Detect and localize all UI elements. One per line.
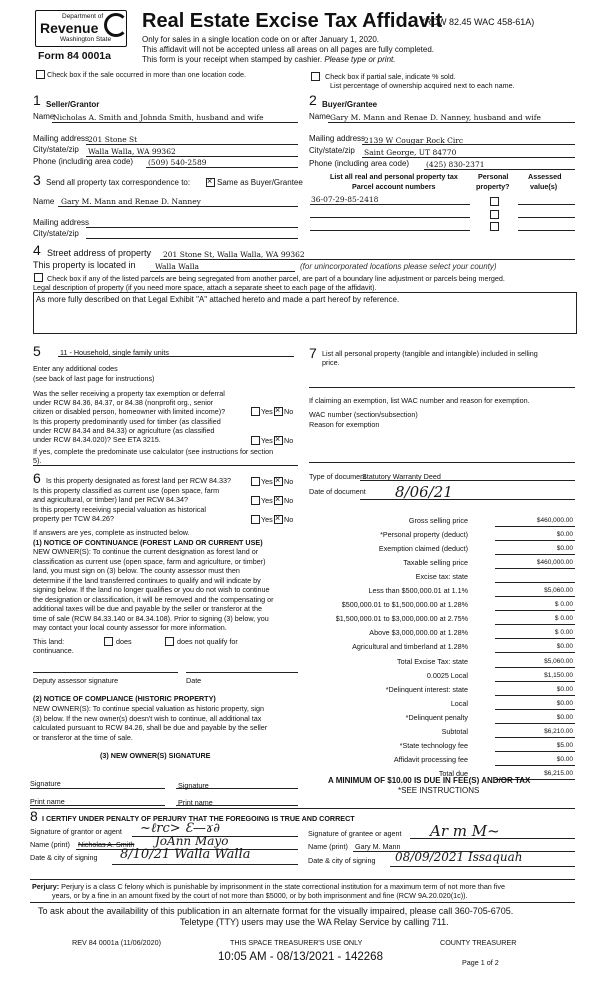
notice3-heading: (3) NEW OWNER(S) SIGNATURE [100, 751, 211, 760]
grantor-name[interactable]: Nicholas A. Smith [78, 840, 135, 849]
doc-date[interactable]: 8/06/21 [395, 483, 453, 501]
doc-type-line [360, 480, 575, 481]
sec5-q2b: under RCW 84.34 and 84.33) or agriculture (as classified [33, 426, 215, 435]
logo-dept: Department of [62, 13, 104, 20]
sec5-q2-yes-checkbox[interactable] [251, 436, 260, 445]
buyer-name-label: Name [309, 112, 331, 121]
reason-label: Reason for exemption [309, 420, 380, 429]
buyer-heading: Buyer/Grantee [322, 100, 378, 109]
tax-row-value[interactable]: $6,210.00 [544, 727, 573, 735]
sec6-q1-yes-checkbox[interactable] [251, 477, 260, 486]
tax-row-line [495, 638, 575, 639]
sec6-q1-yes-label: Yes [261, 477, 273, 486]
tax-row-line [495, 723, 575, 724]
tax-row-label: Excise tax: state [415, 572, 468, 582]
grantor-name-handwritten: JoAnn Mayo [155, 834, 229, 848]
sec7-text1: List all personal property (tangible and intangible) included in selling [322, 349, 538, 358]
doc-date-line [360, 499, 575, 500]
corr-addr-label: Mailing address [33, 218, 90, 227]
property-section-number: 4 [33, 242, 41, 258]
located-label: This property is located in [33, 260, 136, 270]
tax-row-value[interactable]: $5.00 [556, 741, 573, 749]
page-number: Page 1 of 2 [462, 958, 499, 967]
legal-description-label: Legal description of property (if you need more space, attach a separate sheet to each page of the affidavit). [33, 283, 377, 292]
corr-name[interactable]: Gary M. Mann and Renae D. Nanney [61, 197, 201, 206]
tax-row-value[interactable]: $0.00 [556, 699, 573, 707]
buyer-phone-line [424, 169, 575, 170]
grantee-sig-line [410, 838, 575, 839]
sec5-q2-no-checkbox[interactable] [274, 436, 283, 445]
tax-row-line [495, 526, 575, 527]
perjury-text1: Perjury is a class C felony which is punishable by imprisonment in the state correctional institution for a maximum term of not more than five [61, 882, 505, 891]
sec6-q3-yes-checkbox[interactable] [251, 515, 260, 524]
grantee-date-label: Date & city of signing [308, 856, 376, 865]
notice1-heading: (1) NOTICE OF CONTINUANCE (FOREST LAND OR CURRENT USE) [33, 538, 263, 547]
doc-type-label: Type of document [309, 472, 367, 481]
property-street-address[interactable]: 201 Stone St, Walla Walla, WA 99362 [163, 250, 305, 259]
perjury-text2: years, or by a fine in an amount fixed by the court of not more than $5000, or by both imprisonment and fine (RCW 9A.20.020(1c)). [52, 891, 468, 900]
parcel-line-3 [310, 230, 470, 231]
sec5-q3b: 5). [33, 456, 42, 465]
tax-row-line [495, 540, 575, 541]
seller-city[interactable]: Walla Walla, WA 99362 [88, 147, 176, 156]
sec5-q1-no-checkbox[interactable] [274, 407, 283, 416]
sec6-number: 6 [33, 470, 41, 486]
tax-row-label: 0.0025 Local [426, 670, 468, 680]
corr-city-line [86, 238, 298, 239]
buyer-phone-label: Phone (including area code) [309, 159, 410, 168]
tax-row-line [495, 695, 575, 696]
street-address-line [160, 259, 575, 260]
assessed-line-2 [518, 217, 575, 218]
doc-date-label: Date of document [309, 487, 366, 496]
alternate-format-note: To ask about the availability of this publication in an alternate format for the visually impaired, please call 360-705-6705. [38, 906, 514, 916]
sec7-number: 7 [309, 345, 317, 361]
sec6-q2a: Is this property classified as current use (open space, farm [33, 486, 220, 495]
sec5-q2-yes-label: Yes [261, 436, 273, 445]
buyer-city-line [362, 157, 575, 158]
deputy-date-line [186, 672, 298, 673]
n1-line: determine if the land transferred continues to qualify and will indicate by [33, 575, 261, 585]
sec7-text2: price. [322, 358, 340, 367]
buyer-city[interactable]: Saint George, UT 84770 [364, 148, 457, 157]
same-as-buyer-label: Same as Buyer/Grantee [217, 178, 303, 187]
tax-row-label: $1,500,000.01 to $3,000,000.00 at 2.75% [335, 614, 468, 624]
grantor-date-line [112, 864, 298, 865]
tax-row-value[interactable]: $0.00 [556, 545, 573, 553]
land-use-line [58, 356, 294, 357]
tax-row-label: Subtotal [441, 726, 468, 736]
sec6-q2-no-checkbox[interactable] [274, 496, 283, 505]
tax-row-line [495, 652, 575, 653]
tax-row-label: Gross selling price [408, 516, 468, 525]
sec7-line [309, 387, 575, 388]
sec8-top-rule [30, 808, 575, 809]
buyer-name[interactable]: Gary M. Mann and Renae D. Nanney, husband and wife [330, 113, 541, 122]
grantee-name-label: Name (print) [308, 842, 348, 851]
land-use-code[interactable]: 11 - Household, single family units [60, 348, 169, 357]
seller-name-label: Name [33, 112, 55, 121]
sec5-q1-no-label: No [284, 407, 294, 416]
tax-row-label: Total Excise Tax: state [397, 656, 468, 666]
sec5-q1-yes-label: Yes [261, 407, 273, 416]
tax-row-label: Local [450, 698, 468, 708]
tax-row-line [495, 751, 575, 752]
tax-row-value[interactable]: $1,150.00 [544, 671, 573, 679]
tax-row-line [495, 667, 575, 668]
grantor-date-label: Date & city of signing [30, 853, 98, 862]
n2-line: NEW OWNER(S): To continue special valuation as historic property, sign [33, 704, 265, 713]
tax-row-line [495, 765, 575, 766]
county-line [150, 271, 295, 272]
n1-line: signing below. If the land no longer qualifies or you do not wish to continue [33, 585, 270, 594]
sec5-q1a: Was the seller receiving a property tax exemption or deferral [33, 389, 225, 398]
grantor-signature[interactable]: ~ℓrc> Ɛ—ɤ∂ [140, 821, 220, 836]
grantor-date-city[interactable]: 8/10/21 Walla Walla [120, 847, 251, 862]
tax-row-label: *State technology fee [399, 740, 468, 750]
seller-phone-line [146, 167, 298, 168]
seller-heading: Seller/Grantor [46, 100, 100, 109]
segregated-checkbox[interactable] [34, 273, 43, 282]
parcels-header2: Parcel account numbers [352, 182, 436, 191]
assessed-header: Assessed [528, 172, 562, 181]
assessed-line-1 [518, 204, 575, 205]
tax-row-line [495, 568, 575, 569]
notice2-heading: (2) NOTICE OF COMPLIANCE (HISTORIC PROPERTY) [33, 694, 216, 703]
minimum-fee-notice: A MINIMUM OF $10.00 IS DUE IN FEE(S) AND/OR TAX [328, 776, 531, 785]
legal-description-box[interactable] [33, 292, 577, 334]
logo-emblem-icon [104, 13, 128, 37]
header-line1: Only for sales in a single location code on or after January 1, 2020. [142, 35, 380, 44]
sec6-q2-yes-checkbox[interactable] [251, 496, 260, 505]
buyer-addr-label: Mailing address [309, 134, 366, 143]
grantor-name-label: Name (print) [30, 840, 70, 849]
corr-name-line [58, 206, 298, 207]
seller-address[interactable]: 201 Stone St [88, 135, 138, 144]
tax-row-label: Affidavit processing fee [393, 754, 468, 764]
sec5-q2a: Is this property predominantly used for timber (as classified [33, 417, 221, 426]
county-treasurer-label: COUNTY TREASURER [440, 938, 517, 947]
additional-codes-label: Enter any additional codes [33, 364, 118, 373]
tax-row-value[interactable]: $ 0.00 [554, 629, 573, 637]
personal-checkbox-3[interactable] [490, 222, 499, 231]
tax-row-label: Above $3,000,000.00 at 1.28% [369, 628, 468, 638]
does-not-label: does not qualify for [177, 637, 238, 646]
tax-row-value[interactable]: $ 0.00 [554, 601, 573, 609]
tax-row-label: Total due [438, 768, 468, 778]
owner-print-label-2: Print name [178, 798, 213, 807]
form-title: Real Estate Excise Tax Affidavit [142, 10, 443, 32]
sec5-q1b: under RCW 84.36, 84.37, or 84.38 (nonprofit org., senior [33, 398, 214, 407]
logo-state: Washington State [60, 36, 112, 43]
sec6-q3a: Is this property receiving special valuation as historical [33, 505, 206, 514]
tax-row-label: $500,000.01 to $1,500,000.00 at 1.28% [341, 600, 468, 610]
buyer-address[interactable]: 2139 W Cougar Rock Circ [364, 136, 464, 145]
buyer-section-number: 2 [309, 92, 317, 108]
tax-row-line [495, 737, 575, 738]
tax-row-value[interactable]: $460,000.00 [536, 559, 573, 567]
sec5-q3a: If yes, complete the predominate use calculator (see instructions for section [33, 447, 274, 456]
sec8-number: 8 [30, 808, 38, 824]
buyer-phone[interactable]: (425) 830-2371 [426, 160, 485, 169]
n1-line: may contact your local county assessor for more information. [33, 623, 227, 632]
header-line3: This form is your receipt when stamped by cashier. [142, 55, 323, 64]
seller-phone-label: Phone (including area code) [33, 157, 134, 166]
grantee-date-city[interactable]: 08/09/2021 Issaquah [395, 850, 523, 864]
tax-row-label: Less than $500,000.01 at 1.1% [368, 586, 468, 596]
multi-location-label: Check box if the sale occurred in more than one location code. [47, 70, 246, 79]
sec6-q2-yes-label: Yes [261, 496, 273, 505]
sec5-q1-yes-checkbox[interactable] [251, 407, 260, 416]
tax-row-line [495, 596, 575, 597]
sec8-heading: I CERTIFY UNDER PENALTY OF PERJURY THAT THE FOREGOING IS TRUE AND CORRECT [42, 814, 355, 823]
tax-row-value[interactable]: $0.00 [556, 713, 573, 721]
corr-text: Send all property tax correspondence to: [46, 178, 191, 187]
corr-section-number: 3 [33, 172, 41, 188]
sec6-q1: Is this property designated as forest land per RCW 84.33? [46, 476, 231, 485]
sec6-q3-no-checkbox[interactable] [274, 515, 283, 524]
tax-row-label: *Personal property (deduct) [380, 530, 468, 540]
partial-sale-label: Check box if partial sale, indicate % sold. [325, 72, 456, 81]
personal-header: Personal [478, 172, 509, 181]
this-land-label: This land: [33, 637, 65, 646]
seller-name[interactable]: Nicholas A. Smith and Johnda Smith, husband and wife [53, 113, 264, 122]
grantor-sig-label: Signature of grantor or agent [30, 827, 122, 836]
corr-name-label: Name [33, 197, 55, 206]
owner-signature-label-2: Signature [178, 781, 209, 790]
buyer-name-line [328, 122, 575, 123]
seller-name-line [52, 122, 298, 123]
sec6-q3-no-label: No [284, 515, 294, 524]
buyer-addr-line [362, 144, 575, 145]
tax-row-label: *Delinquent penalty [405, 712, 468, 722]
segregated-label: Check box if any of the listed parcels are being segregated from another parcel, are part of a boundary line adjustment or parcels being merged. [47, 274, 505, 283]
sec5-number: 5 [33, 343, 41, 359]
personal-checkbox-2[interactable] [490, 210, 499, 219]
tty-note: Teletype (TTY) users may use the WA Relay Service by calling 711. [180, 917, 449, 927]
same-as-buyer-checkbox[interactable] [206, 178, 215, 187]
n1-line: time of sale (RCW 84.33.140 or 84.34.108). Prior to signing (3) below, you [33, 613, 269, 623]
assessed-header2: value(s) [530, 182, 558, 191]
parcel-line-2 [310, 217, 470, 218]
doc-type[interactable]: Statutory Warranty Deed [362, 472, 441, 481]
seller-phone[interactable]: (509) 540-2589 [148, 158, 207, 167]
partial-sale-sub: List percentage of ownership acquired next to each name. [330, 81, 515, 90]
header-line2: This affidavit will not be accepted unless all areas on all pages are fully completed. [142, 45, 435, 54]
n1-line: the designation or classification, it will be removed and the compensating or [33, 594, 274, 604]
grantee-sig-label: Signature of grantee or agent [308, 829, 402, 838]
tax-row-label: *Delinquent interest: state [385, 684, 468, 694]
tax-row-value[interactable]: $0.00 [556, 643, 573, 651]
deputy-sig-line [33, 672, 178, 673]
partial-sale-checkbox[interactable] [311, 72, 320, 81]
tax-row-value[interactable]: $6,215.00 [544, 769, 573, 777]
tax-row-line [495, 610, 575, 611]
n1-line: land, you must sign on (3) below. The county assessor must then [33, 566, 240, 575]
owner-sig-line-1 [30, 788, 165, 789]
corr-addr-line [86, 227, 298, 228]
tax-row-value[interactable]: $0.00 [556, 685, 573, 693]
parcels-header1: List all real and personal property tax [330, 172, 458, 181]
receipt-stamp: 10:05 AM - 08/13/2021 - 142268 [218, 951, 383, 963]
seller-addr-line [86, 144, 298, 145]
parcel-number-1[interactable]: 36-07-29-85-2418 [311, 195, 379, 204]
n1-line: NEW OWNER(S): To continue the current designation as forest land or [33, 547, 259, 556]
n1-line: additional taxes will be due and payable by the seller or transferor at the [33, 604, 262, 613]
tax-row-line [495, 624, 575, 625]
sec5-q1c: citizen or disabled person, homeowner with limited income)? [33, 407, 226, 416]
personal-header2: property? [476, 182, 510, 191]
n2-line: or transferor at the time of sale. [33, 732, 133, 742]
dor-logo [35, 10, 127, 47]
tax-row-value[interactable]: $0.00 [556, 531, 573, 539]
sec5-q2-no-label: No [284, 436, 294, 445]
seller-city-label: City/state/zip [33, 145, 79, 154]
tax-row-value[interactable]: $0.00 [556, 755, 573, 763]
tax-row-label: Taxable selling price [403, 558, 468, 568]
sec6-q1-no-label: No [284, 477, 294, 486]
treasurer-space-label: THIS SPACE TREASURER'S USE ONLY [230, 938, 363, 947]
tax-row-line [495, 709, 575, 710]
exemption-label: If claiming an exemption, list WAC number and reason for exemption. [309, 396, 530, 405]
sec6-q3-yes-label: Yes [261, 515, 273, 524]
sec5-q2c: under RCW 84.34.020)? See ETA 3215. [33, 435, 161, 444]
multi-location-checkbox[interactable] [36, 70, 45, 79]
reason-line [309, 462, 575, 463]
deputy-date-label: Date [186, 676, 202, 685]
does-checkbox[interactable] [104, 637, 113, 646]
owner-print-label-1: Print name [30, 797, 65, 806]
n2-line: calculated pursuant to RCW 84.26, shall be due and payable by the seller [33, 723, 268, 732]
seller-section-number: 1 [33, 92, 41, 108]
parcel-line-1 [310, 204, 470, 205]
tax-row-line [495, 554, 575, 555]
seller-addr-label: Mailing address [33, 134, 90, 143]
grantee-signature[interactable]: Ar m M~ [430, 822, 500, 840]
sec6-q2b: and agricultural, or timber) land per RCW 84.34? [33, 495, 189, 504]
deputy-label: Deputy assessor signature [33, 676, 119, 685]
sec6-q2-no-label: No [284, 496, 294, 505]
logo-revenue: Revenue [40, 20, 99, 36]
n2-line: (3) below. If the new owner(s) doesn't wish to continue, all additional tax [33, 713, 262, 723]
perjury-label: Perjury: [32, 882, 60, 891]
sec6-q1-no-checkbox[interactable] [274, 477, 283, 486]
property-county[interactable]: Walla Walla [155, 262, 199, 271]
tax-row-line [495, 681, 575, 682]
see-instructions-label: (see back of last page for instructions) [33, 374, 155, 383]
personal-checkbox-1[interactable] [490, 197, 499, 206]
county-note: (for unincorporated locations please select your county) [300, 262, 497, 271]
tax-row-label: Agricultural and timberland at 1.28% [352, 642, 468, 652]
revision-label: REV 84 0001a (11/06/2020) [72, 938, 161, 947]
tax-row-value[interactable]: $5,060.00 [544, 657, 573, 665]
does-not-checkbox[interactable] [165, 637, 174, 646]
sec5-divider [33, 465, 298, 466]
assessed-line-3 [518, 230, 575, 231]
legal-description: As more fully described on that Legal Exhibit "A" attached hereto and made a part hereof by reference. [36, 295, 400, 304]
see-instructions-note: *SEE INSTRUCTIONS [398, 786, 480, 795]
perjury-box [30, 879, 575, 903]
corr-city-label: City/state/zip [33, 229, 79, 238]
n1-line: classification as current use (open space, farm and agriculture, or timber) [33, 556, 266, 566]
tax-row-line [495, 582, 575, 583]
form-statute: (RCW 82.45 WAC 458-61A) [422, 17, 535, 27]
wac-label: WAC number (section/subsection) [309, 410, 418, 419]
header-line3b: Please type or print. [324, 55, 396, 64]
sec6-q3b: property per TCW 84.26? [33, 514, 114, 523]
tax-row-label: Exemption claimed (deduct) [378, 544, 468, 554]
grantee-date-line [390, 866, 575, 867]
sec6-answers: If answers are yes, complete as instructed below. [33, 528, 190, 537]
street-address-label: Street address of property [47, 248, 152, 258]
form-number: Form 84 0001a [38, 50, 111, 62]
buyer-city-label: City/state/zip [309, 146, 355, 155]
owner-signature-label-1: Signature [30, 779, 61, 788]
continuance-label: continuance. [33, 646, 74, 655]
grantee-name[interactable]: Gary M. Mann [355, 842, 401, 851]
tax-row-value[interactable]: $ 0.00 [554, 615, 573, 623]
tax-row-value[interactable]: $5,060.00 [544, 587, 573, 595]
tax-row-value[interactable]: $460,000.00 [536, 517, 573, 524]
does-label: does [116, 637, 132, 646]
